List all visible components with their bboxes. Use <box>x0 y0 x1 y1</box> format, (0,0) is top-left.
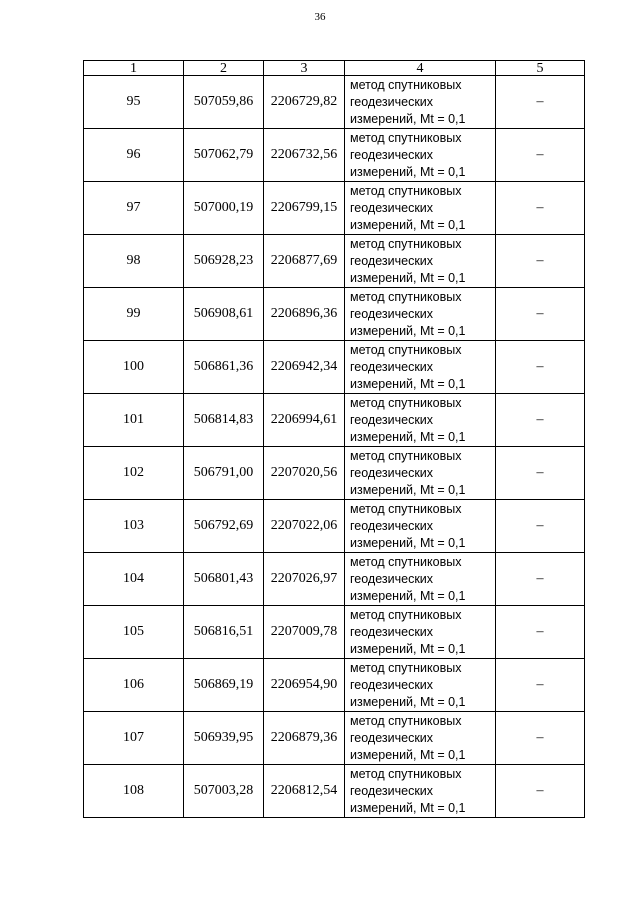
method-line: геодезических <box>350 200 434 215</box>
y-coordinate-cell: 2206877,69 <box>264 235 345 288</box>
method-line: геодезических <box>350 677 434 692</box>
method-cell <box>345 235 496 288</box>
point-number-cell: 104 <box>84 553 184 606</box>
page-number: 36 <box>314 11 326 23</box>
method-line: геодезических <box>350 571 434 586</box>
x-coordinate-cell: 506861,36 <box>184 341 264 394</box>
header-col-3: 3 <box>264 61 345 76</box>
table-row <box>84 765 585 818</box>
method-line: измерений, Mt = 0,1 <box>350 164 466 179</box>
note-cell: – <box>496 553 585 606</box>
method-line: метод спутниковых <box>350 236 462 251</box>
table-row <box>84 447 585 500</box>
table-row <box>84 606 585 659</box>
note-cell: – <box>496 235 585 288</box>
note-cell: – <box>496 447 585 500</box>
method-line: геодезических <box>350 306 434 321</box>
method-cell <box>345 182 496 235</box>
method-cell <box>345 76 496 129</box>
x-coordinate-cell: 506792,69 <box>184 500 264 553</box>
method-line: метод спутниковых <box>350 130 462 145</box>
header-row <box>84 61 585 76</box>
method-line: измерений, Mt = 0,1 <box>350 429 466 444</box>
method-line: метод спутниковых <box>350 289 462 304</box>
method-line: геодезических <box>350 359 434 374</box>
x-coordinate-cell: 506791,00 <box>184 447 264 500</box>
method-line: измерений, Mt = 0,1 <box>350 323 466 338</box>
table-row <box>84 129 585 182</box>
x-coordinate-cell: 506869,19 <box>184 659 264 712</box>
y-coordinate-cell: 2206799,15 <box>264 182 345 235</box>
method-line: измерений, Mt = 0,1 <box>350 641 466 656</box>
method-line: измерений, Mt = 0,1 <box>350 588 466 603</box>
method-line: измерений, Mt = 0,1 <box>350 694 466 709</box>
method-line: геодезических <box>350 253 434 268</box>
method-line: геодезических <box>350 412 434 427</box>
method-line: геодезических <box>350 783 434 798</box>
method-line: измерений, Mt = 0,1 <box>350 376 466 391</box>
point-number-cell: 108 <box>84 765 184 818</box>
x-coordinate-cell: 506801,43 <box>184 553 264 606</box>
y-coordinate-cell: 2206732,56 <box>264 129 345 182</box>
method-line: метод спутниковых <box>350 448 462 463</box>
table-row <box>84 235 585 288</box>
y-coordinate-cell: 2206879,36 <box>264 712 345 765</box>
table-row <box>84 659 585 712</box>
method-line: геодезических <box>350 94 434 109</box>
method-cell <box>345 341 496 394</box>
method-line: измерений, Mt = 0,1 <box>350 747 466 762</box>
note-cell: – <box>496 712 585 765</box>
method-cell <box>345 500 496 553</box>
method-line: метод спутниковых <box>350 713 462 728</box>
table-row <box>84 341 585 394</box>
point-number-cell: 106 <box>84 659 184 712</box>
note-cell: – <box>496 606 585 659</box>
y-coordinate-cell: 2206954,90 <box>264 659 345 712</box>
y-coordinate-cell: 2207020,56 <box>264 447 345 500</box>
point-number-cell: 98 <box>84 235 184 288</box>
point-number-cell: 105 <box>84 606 184 659</box>
method-line: метод спутниковых <box>350 607 462 622</box>
method-line: геодезических <box>350 518 434 533</box>
method-cell <box>345 447 496 500</box>
point-number-cell: 102 <box>84 447 184 500</box>
y-coordinate-cell: 2206812,54 <box>264 765 345 818</box>
method-cell <box>345 712 496 765</box>
table-row <box>84 500 585 553</box>
table-row <box>84 394 585 447</box>
x-coordinate-cell: 506816,51 <box>184 606 264 659</box>
x-coordinate-cell: 506908,61 <box>184 288 264 341</box>
x-coordinate-cell: 506928,23 <box>184 235 264 288</box>
note-cell: – <box>496 659 585 712</box>
method-line: геодезических <box>350 147 434 162</box>
x-coordinate-cell: 507062,79 <box>184 129 264 182</box>
table-row <box>84 553 585 606</box>
method-line: геодезических <box>350 465 434 480</box>
method-line: измерений, Mt = 0,1 <box>350 217 466 232</box>
y-coordinate-cell: 2206729,82 <box>264 76 345 129</box>
method-line: метод спутниковых <box>350 77 462 92</box>
method-cell <box>345 394 496 447</box>
note-cell: – <box>496 394 585 447</box>
method-line: метод спутниковых <box>350 660 462 675</box>
method-line: метод спутниковых <box>350 554 462 569</box>
y-coordinate-cell: 2206994,61 <box>264 394 345 447</box>
point-number-cell: 96 <box>84 129 184 182</box>
method-line: геодезических <box>350 730 434 745</box>
y-coordinate-cell: 2207026,97 <box>264 553 345 606</box>
table-body <box>84 76 585 818</box>
method-cell <box>345 659 496 712</box>
x-coordinate-cell: 506939,95 <box>184 712 264 765</box>
method-cell <box>345 553 496 606</box>
point-number-cell: 101 <box>84 394 184 447</box>
note-cell: – <box>496 76 585 129</box>
method-cell <box>345 606 496 659</box>
method-line: измерений, Mt = 0,1 <box>350 482 466 497</box>
method-line: метод спутниковых <box>350 395 462 410</box>
table-row <box>84 288 585 341</box>
header-col-5: 5 <box>496 61 585 76</box>
y-coordinate-cell: 2207022,06 <box>264 500 345 553</box>
x-coordinate-cell: 507000,19 <box>184 182 264 235</box>
header-col-4: 4 <box>345 61 496 76</box>
y-coordinate-cell: 2207009,78 <box>264 606 345 659</box>
coordinates-table <box>83 60 585 818</box>
header-col-1: 1 <box>84 61 184 76</box>
method-line: метод спутниковых <box>350 766 462 781</box>
method-line: метод спутниковых <box>350 342 462 357</box>
x-coordinate-cell: 507059,86 <box>184 76 264 129</box>
method-line: измерений, Mt = 0,1 <box>350 535 466 550</box>
method-line: метод спутниковых <box>350 183 462 198</box>
x-coordinate-cell: 507003,28 <box>184 765 264 818</box>
note-cell: – <box>496 765 585 818</box>
point-number-cell: 95 <box>84 76 184 129</box>
method-line: геодезических <box>350 624 434 639</box>
method-line: метод спутниковых <box>350 501 462 516</box>
header-col-2: 2 <box>184 61 264 76</box>
table-row <box>84 182 585 235</box>
method-line: измерений, Mt = 0,1 <box>350 800 466 815</box>
point-number-cell: 99 <box>84 288 184 341</box>
table-row <box>84 712 585 765</box>
y-coordinate-cell: 2206942,34 <box>264 341 345 394</box>
y-coordinate-cell: 2206896,36 <box>264 288 345 341</box>
note-cell: – <box>496 182 585 235</box>
point-number-cell: 103 <box>84 500 184 553</box>
note-cell: – <box>496 500 585 553</box>
method-cell <box>345 765 496 818</box>
note-cell: – <box>496 129 585 182</box>
method-line: измерений, Mt = 0,1 <box>350 270 466 285</box>
note-cell: – <box>496 341 585 394</box>
table-row <box>84 76 585 129</box>
method-cell <box>345 288 496 341</box>
point-number-cell: 100 <box>84 341 184 394</box>
method-cell <box>345 129 496 182</box>
point-number-cell: 107 <box>84 712 184 765</box>
method-line: измерений, Mt = 0,1 <box>350 111 466 126</box>
point-number-cell: 97 <box>84 182 184 235</box>
note-cell: – <box>496 288 585 341</box>
x-coordinate-cell: 506814,83 <box>184 394 264 447</box>
